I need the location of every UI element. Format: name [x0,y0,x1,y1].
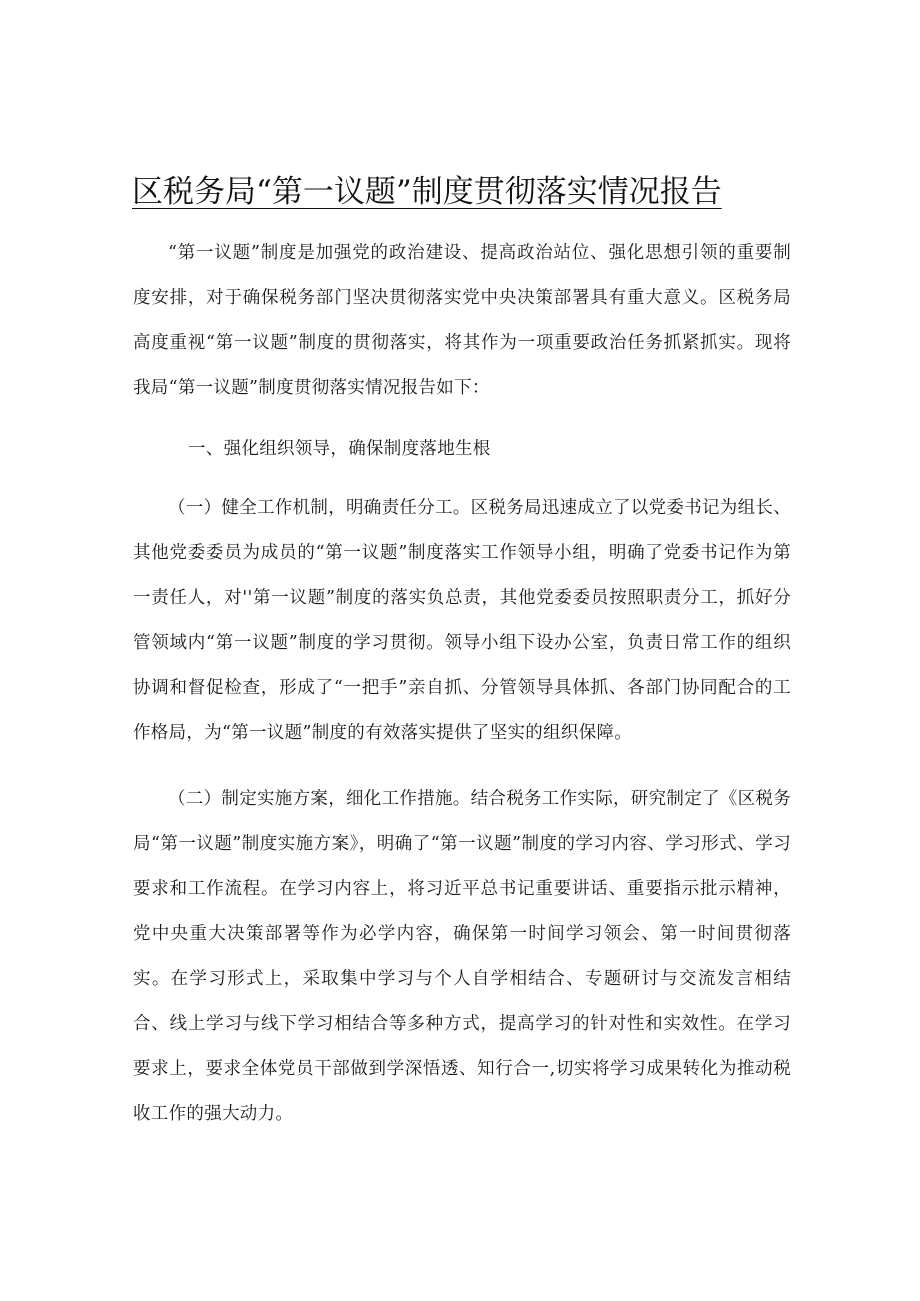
body-paragraph: （一）健全工作机制，明确责任分工。区税务局迅速成立了以党委书记为组长、其他党委委员为成员的“第一议题”制度落实工作领导小组，明确了党委书记作为第一责任人，对''第一议题”制度的落实负总责，其他党委委员按照职责分工，抓好分管领域内“第一议题”制度的学习贯彻。领导小组下设办公室，负责日常工作的组织协调和督促检查，形成了“一把手”亲自抓、分管领导具体抓、各部门协同配合的工作格局，为“第一议题”制度的有效落实提供了坚实的组织保障。 [133,498,791,743]
body-paragraph: （二）制定实施方案，细化工作措施。结合税务工作实际，研究制定了《区税务局“第一议题”制度实施方案》，明确了“第一议题”制度的学习内容、学习形式、学习要求和工作流程。在学习内容上，将习近平总书记重要讲话、重要指示批示精神，党中央重大决策部署等作为必学内容，确保第一时间学习领会、第一时间贯彻落实。在学习形式上，采取集中学习与个人自学相结合、专题研讨与交流发言相结合、线上学习与线下学习相结合等多种方式，提高学习的针对性和实效性。在学习要求上，要求全体党员干部做到学深悟透、知行合一,切实将学习成果转化为推动税收工作的强大动力。 [133,789,791,1124]
section-heading: 一、强化组织领导，确保制度落地生根 [188,439,491,459]
intro-paragraph: “第一议题”制度是加强党的政治建设、提高政治站位、强化思想引领的重要制度安排，对于确保税务部门坚决贯彻落实党中央决策部署具有重大意义。区税务局高度重视“第一议题”制度的贯彻落实，将其作为一项重要政治任务抓紧抓实。现将我局“第一议题”制度贯彻落实情况报告如下： [133,243,791,398]
document-title: 区税务局“第一议题”制度贯彻落实情况报告 [132,174,722,210]
